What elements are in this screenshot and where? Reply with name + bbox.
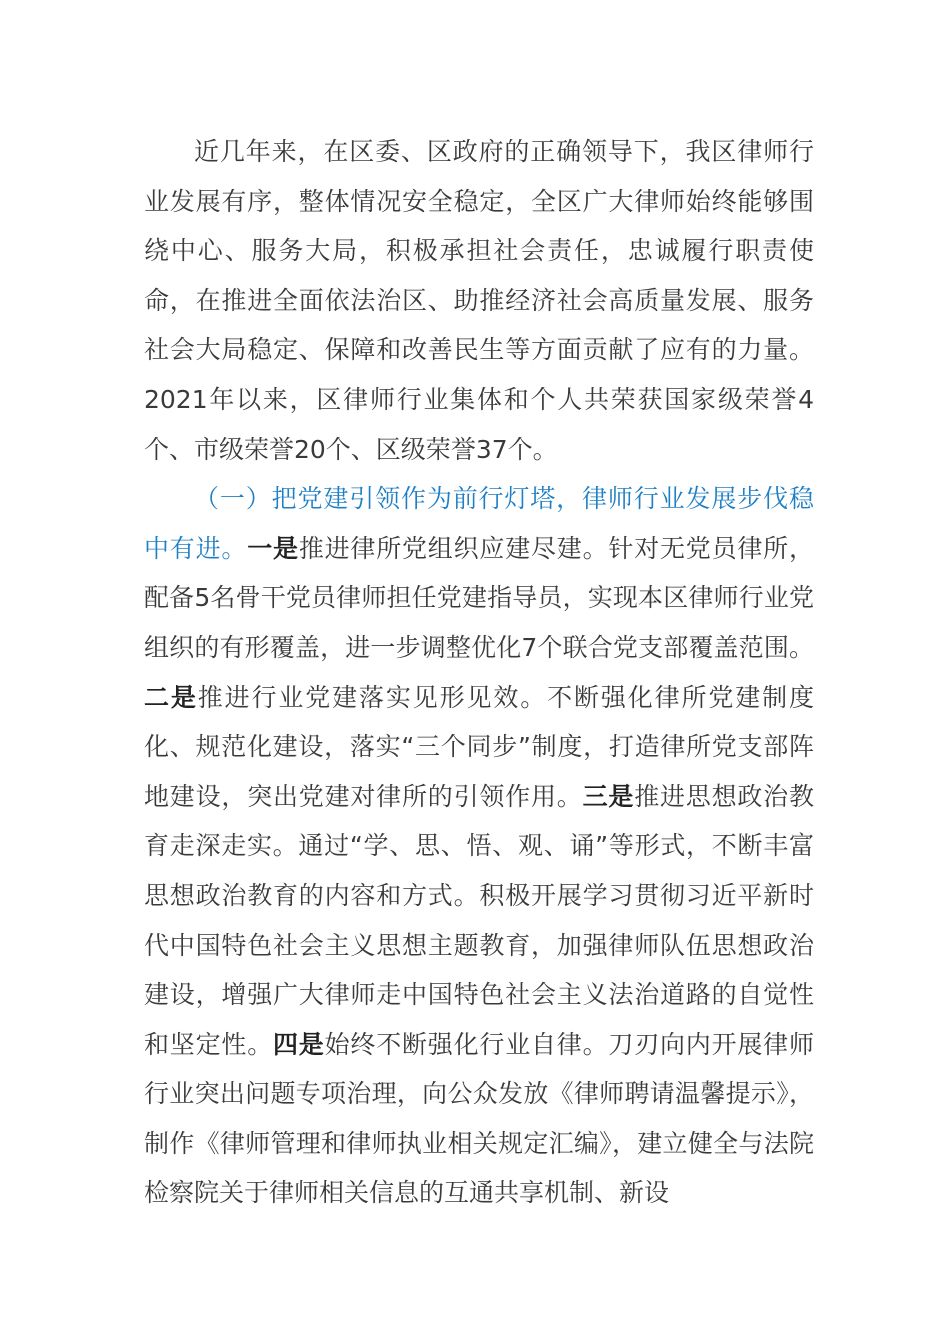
point-1-text: 推进律所党组织应建尽建。针对无党员律所，配备5名骨干党员律师担任党建指导员，实现本区律师行业党组织的有形覆盖，进一步调整优化7个联合党支部覆盖范围。 bbox=[144, 533, 814, 662]
point-2-label: 二是 bbox=[144, 682, 198, 712]
document-body bbox=[144, 127, 814, 1218]
point-4-label: 四是 bbox=[273, 1029, 325, 1059]
point-2-text: 推进行业党建落实见形见效。不断强化律所党建制度化、规范化建设，落实“三个同步”制度，打造律所党支部阵地建设，突出党建对律所的引领作用。 bbox=[144, 682, 814, 811]
section-paragraph bbox=[144, 474, 814, 1218]
point-1-label: 一是 bbox=[247, 533, 299, 563]
point-3-text: 推进思想政治教育走深走实。通过“学、思、悟、观、诵”等形式，不断丰富思想政治教育的内容和方式。积极开展学习贯彻习近平新时代中国特色社会主义思想主题教育，加强律师队伍思想政治建设，增强广大律师走中国特色社会主义法治道路的自觉性和坚定性。 bbox=[144, 781, 814, 1059]
intro-paragraph-text: 近几年来，在区委、区政府的正确领导下，我区律师行业发展有序，整体情况安全稳定，全区广大律师始终能够围绕中心、服务大局，积极承担社会责任，忠诚履行职责使命，在推进全面依法治区、助推经济社会高质量发展、服务社会大局稳定、保障和改善民生等方面贡献了应有的力量。2021年以来，区律师行业集体和个人共荣获国家级荣誉4个、市级荣誉20个、区级荣誉37个。 bbox=[144, 137, 814, 464]
intro-paragraph bbox=[144, 127, 814, 474]
point-3-label: 三是 bbox=[582, 781, 635, 811]
section-heading: （一）把党建引领作为前行灯塔，律师行业发展步伐稳中有进。 bbox=[144, 484, 814, 563]
point-4-text: 始终不断强化行业自律。刀刃向内开展律师行业突出问题专项治理，向公众发放《律师聘请温馨提示》，制作《律师管理和律师执业相关规定汇编》，建立健全与法院检察院关于律师相关信息的互通共享机制、新设 bbox=[144, 1029, 814, 1208]
